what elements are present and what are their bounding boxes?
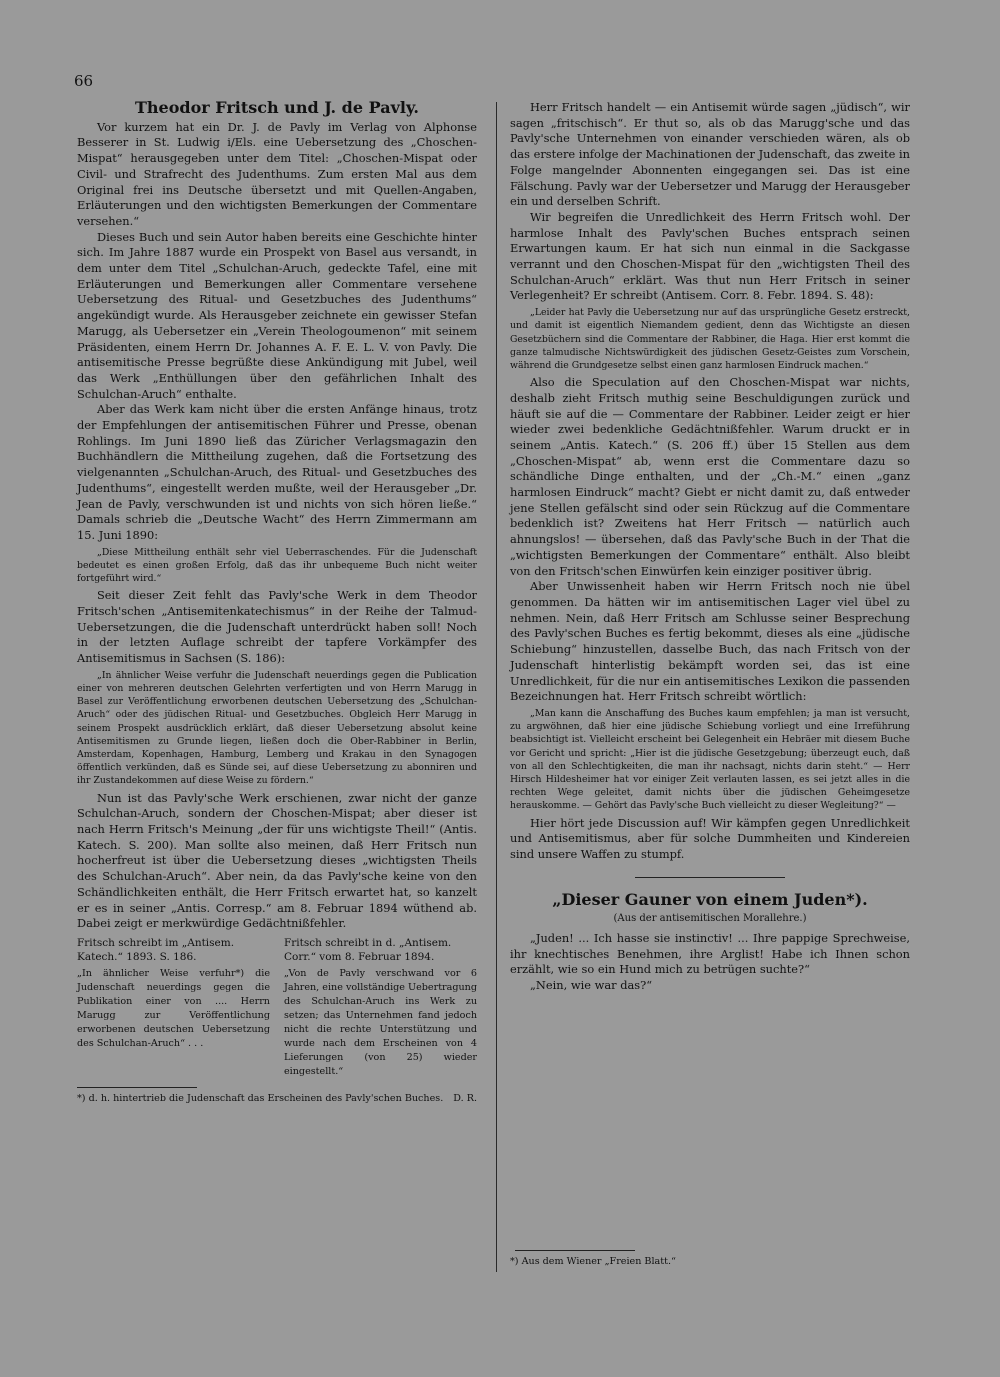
comparison-text: „In ähnlicher Weise verfuhr*) die Judenschaft neuerdings gegen die Publikation einer von .... Herrn Marugg zur Veröffentlichung erworbenen deutschen Uebersetzung des Schulchan-Aruch“ . . . (77, 967, 270, 1049)
comparison-columns (77, 936, 477, 1079)
quote: „In ähnlicher Weise verfuhr die Judenschaft neuerdings gegen die Publication einer von mehreren deutschen Gelehrten verfertigten und von Herrn Marugg in Basel zur Veröffentlichung erworbenen deutschen Uebersetzung des „Schulchan-Aruch“ oder des jüdischen Ritual- und Gesetzbuches. Obgleich Herr Marugg in seinem Prospekt ausdrücklich erklärt, daß dieser Uebersetzung absolut keine Antisemitismen zu Grunde liegen, ließen doch die Ober-Rabbiner in Berlin, Amsterdam, Kopenhagen, Hamburg, Lemberg und Krakau in den Synagogen öffentlich verkünden, daß es Sünde sei, auf diese Uebersetzung zu abonniren und ihr Zustandekommen auf diese Weise zu fördern.“ (77, 669, 477, 787)
comparison-text: „Von de Pavly verschwand vor 6 Jahren, eine vollständige Uebertragung des Schulchan-Aruch ins Werk zu setzen; das Unternehmen fand jedoch nicht die rechte Unterstützung und wurde nach dem Erscheinen von 4 Lieferungen (von 25) wieder eingestellt.“ (284, 967, 477, 1077)
paragraph: Hier hört jede Discussion auf! Wir kämpfen gegen Unredlichkeit und Antisemitismus, aber für solche Dummheiten und Kindereien sind unsere Waffen zu stumpf. (510, 815, 910, 861)
footnote-rule (515, 1250, 635, 1251)
comparison-left (77, 936, 270, 1079)
article-title: „Dieser Gauner von einem Juden*). (552, 889, 868, 909)
footnote-rule (77, 1087, 197, 1088)
comparison-heading: Fritsch schreibt im „Antisem. Katech.“ 1893. S. 186. (77, 936, 235, 963)
comparison-heading: Fritsch schreibt in d. „Antisem. Corr.“ vom 8. Februar 1894. (284, 936, 452, 963)
paragraph: Seit dieser Zeit fehlt das Pavly'sche Werk in dem Theodor Fritsch'schen „Antisemitenkatechismus“ in der Reihe der Talmud-Uebersetzungen, die die Judenschaft unterdrückt haben soll! Noch in der letzten Auflage schreibt der tapfere Vorkämpfer des Antisemitismus in Sachsen (S. 186): (77, 588, 477, 666)
paragraph: Herr Fritsch handelt — ein Antisemit würde sagen „jüdisch“, wir sagen „fritschisch“. Er thut so, als ob das Marugg'sche und das Pavly'sche Unternehmen von einander verschieden wären, als ob das erstere infolge der Machinationen der Judenschaft, das zweite in Folge mangelnder Abonnenten eingegangen sei. Das ist eine Fälschung. Pavly war der Uebersetzer und Marugg der Herausgeber ein und derselben Schrift. (510, 100, 910, 209)
quote: „Man kann die Anschaffung des Buches kaum empfehlen; ja man ist versucht, zu argwöhnen, daß hier eine jüdische Schiebung vorliegt und eine Irreführung beabsichtigt ist. Vielleicht erscheint bei Gelegenheit ein Hebräer mit diesem Buche vor Gericht und spricht: „Hier ist die jüdische Gesetzgebung; überzeugt euch, daß von all den Schlechtigkeiten, die man ihr nachsagt, nichts darin steht.“ — Herr Hirsch Hildesheimer hat vor einiger Zeit verlauten lassen, es sei jetzt alles in die rechten Wege geleitet, damit nichts über die jüdischen Geheimgesetze herauskomme. — Gehört das Pavly'sche Buch vielleicht zu dieser Wegleitung?“ — (510, 707, 910, 812)
paragraph: Dieses Buch und sein Autor haben bereits eine Geschichte hinter sich. Im Jahre 1887 wurde ein Prospekt von Basel aus versandt, in dem unter dem Titel „Schulchan-Aruch, gedeckte Tafel, eine mit Erläuterungen und Bemerkungen aller Commentare versehene Uebersetzung des Ritual- und Gesetzbuches des Judenthums“ angekündigt wurde. Als Herausgeber zeichnete ein gewisser Stefan Marugg, als Uebersetzer ein „Verein Theologoumenon“ mit seinem Präsidenten, einem Herrn Dr. Johannes A. F. E. L. V. von Pavly. Die antisemitische Presse begrüßte diese Ankündigung mit Jubel, weil das Werk „Enthüllungen über den gefährlichen Inhalt des Schulchan-Aruch“ enthalte. (77, 229, 477, 401)
paragraph: Nun ist das Pavly'sche Werk erschienen, zwar nicht der ganze Schulchan-Aruch, sondern der Choschen-Mispat; aber dieser ist nach Herrn Fritsch's Meinung „der für uns wichtigste Theil!“ (Antis. Katech. S. 200). Man sollte also meinen, daß Herr Fritsch nun hocherfreut ist über die Uebersetzung dieses „wichtigsten Theils des Schulchan-Aruch“. Aber nein, da das Pavly'sche keine von den Schändlichkeiten enthält, die Herr Fritsch erwartet hat, so kanzelt er es in seiner „Antis. Corresp.“ am 8. Februar 1894 wüthend ab. Dabei zeigt er merkwürdige Gedächtnißfehler. (77, 790, 477, 931)
page-number: 66 (74, 72, 94, 90)
paragraph: Aber Unwissenheit haben wir Herrn Fritsch noch nie übel genommen. Da hätten wir im antisemitischen Lager viel übel zu nehmen. Nein, daß Herr Fritsch am Schlusse seiner Besprechung des Pavly'schen Buches es fertig bekommt, dieses als eine „jüdische Schiebung“ hinzustellen, dasselbe Buch, das nach Fritsch von der Judenschaft hinterlistig bekämpft worden sei, das ist eine Unredlichkeit, für die nur ein antisemitisches Lexikon die passenden Bezeichnungen hat. Herr Fritsch schreibt wörtlich: (510, 579, 910, 704)
paragraph: Aber das Werk kam nicht über die ersten Anfänge hinaus, trotz der Empfehlungen der antisemitischen Führer und Presse, obenan Rohlings. Im Juni 1890 ließ das Züricher Verlagsmagazin den Buchhändlern die Mittheilung zugehen, daß die Fortsetzung des vielgenannten „Schulchan-Aruch, des Ritual- und Gesetzbuches des Judenthums“, eingestellt werden mußte, weil der Herausgeber „Dr. Jean de Pavly, verschwunden ist und nichts von sich hören ließe.“ Damals schrieb die „Deutsche Wacht“ des Herrn Zimmermann am 15. Juni 1890: (77, 402, 477, 542)
left-column (77, 100, 477, 1106)
footnote-text: *) d. h. hintertrieb die Judenschaft das Erscheinen des Pavly'schen Buches. (77, 1092, 444, 1104)
quote: „Diese Mittheilung enthält sehr viel Ueberraschendes. Für die Judenschaft bedeutet es einen großen Erfolg, daß das ihr unbequeme Buch nicht weiter fortgeführt wird.“ (77, 546, 477, 585)
footnote-sign: D. R. (453, 1092, 477, 1104)
footnote (77, 1092, 477, 1106)
article-separator (635, 877, 785, 878)
right-column (510, 100, 910, 994)
article-title: Theodor Fritsch und J. de Pavly. (135, 98, 419, 117)
footnote: *) Aus dem Wiener „Freien Blatt.“ (510, 1256, 676, 1267)
paragraph: „Juden! ... Ich hasse sie instinctiv! ... Ihre pappige Sprechweise, ihr knechtisches Benehmen, ihre Arglist! Habe ich Ihnen schon erzählt, wie so ein Hund mich zu betrügen suchte?“ (510, 931, 910, 977)
comparison-right (284, 936, 477, 1079)
paragraph: „Nein, wie war das?“ (530, 978, 653, 993)
paragraph: Also die Speculation auf den Choschen-Mispat war nichts, deshalb zieht Fritsch muthig seine Beschuldigungen zurück und häuft sie auf die — Commentare der Rabbiner. Leider zeigt er hier wieder zwei bedenkliche Gedächtnißfehler. Warum druckt er in seinem „Antis. Katech.“ (S. 206 ff.) über 15 Stellen aus dem „Choschen-Mispat“ ab, wenn erst die Commentare dazu so schändliche Dinge enthalten, und der „Ch.-M.“ einen „ganz harmlosen Eindruck“ macht? Giebt er nicht damit zu, daß entweder jene Stellen gefälscht sind oder sein Rückzug auf die Commentare bedenklich ist? Zweitens hat Herr Fritsch — natürlich auch ahnungslos! — übersehen, daß das Pavly'sche Buch in der That die „wichtigsten Bemerkungen der Commentare“ enthält. Also bleibt von den Fritsch'schen Einwürfen kein einziger positiver übrig. (510, 375, 910, 578)
column-divider (496, 102, 497, 1272)
paragraph: Vor kurzem hat ein Dr. J. de Pavly im Verlag von Alphonse Besserer in St. Ludwig i/Els. eine Uebersetzung des „Choschen-Mispat“ herausgegeben unter dem Titel: „Choschen-Mispat oder Civil- und Strafrecht des Judenthums. Zum ersten Mal aus dem Original frei ins Deutsche übersetzt und mit Quellen-Angaben, Erläuterungen und den wichtigsten Bemerkungen der Commentare versehen.“ (77, 119, 477, 228)
paragraph: Wir begreifen die Unredlichkeit des Herrn Fritsch wohl. Der harmlose Inhalt des Pavly'schen Buches entsprach seinen Erwartungen kaum. Er hat sich nun einmal in die Sackgasse verrannt und den Choschen-Mispat für den „wichtigsten Theil des Schulchan-Aruch“ erklärt. Was thut nun Herr Fritsch in seiner Verlegenheit? Er schreibt (Antisem. Corr. 8. Febr. 1894. S. 48): (510, 209, 910, 303)
quote: „Leider hat Pavly die Uebersetzung nur auf das ursprüngliche Gesetz erstreckt, und damit ist eigentlich Niemandem gedient, denn das Wichtigste an diesen Gesetzbüchern sind die Commentare der Rabbiner, die Haga. Hier erst kommt die ganze talmudische Nichtswürdigkeit des jüdischen Gesetz-Geistes zum Vorschein, während die Grundgesetze selbst einen ganz harmlosen Eindruck machen.“ (510, 307, 910, 371)
article-subtitle: (Aus der antisemitischen Morallehre.) (613, 913, 807, 925)
